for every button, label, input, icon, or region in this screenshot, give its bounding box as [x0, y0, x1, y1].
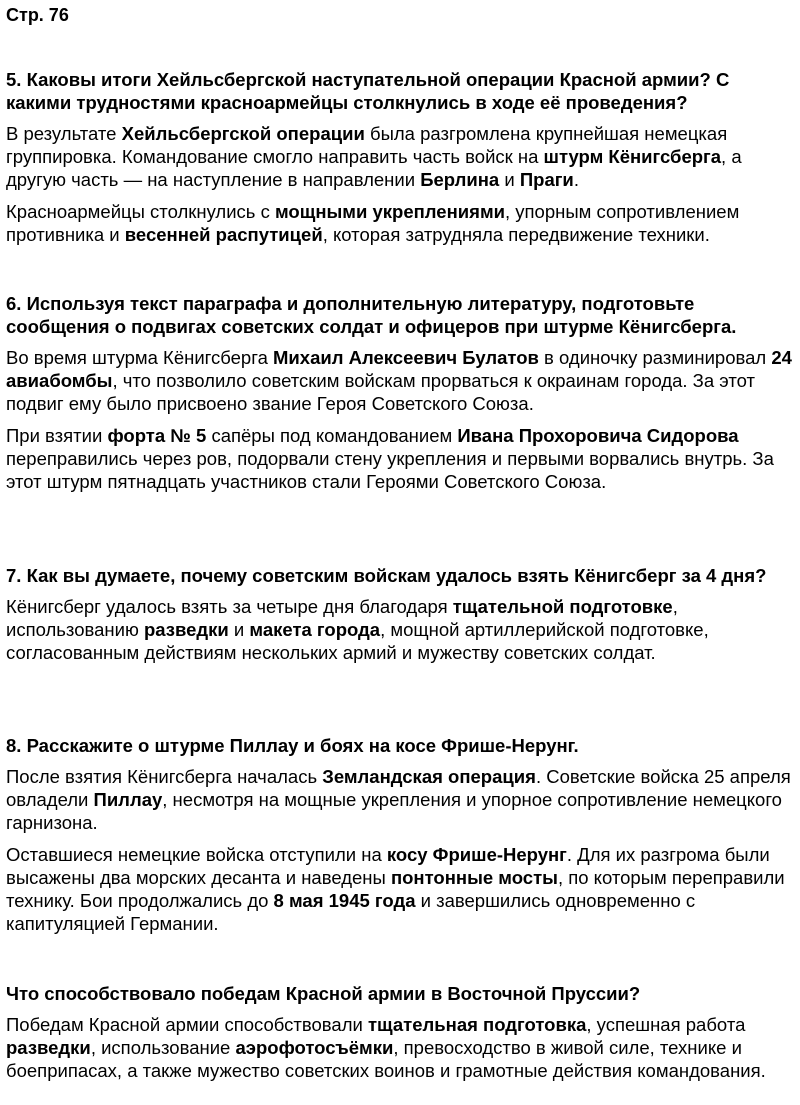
answer-paragraph: В результате Хейльсбергской операции была разгромлена крупнейшая немецкая группировка. Командование смогло направить часть войск на штурм Кёнигсберга, а другую часть — на наступление в направлении Берлина и Праги.	[6, 123, 742, 191]
emphasis-text: Михаил Алексеевич Булатов	[273, 347, 539, 368]
emphasis-text: тщательной подготовке	[452, 596, 673, 617]
emphasis-text: 8 мая 1945 года	[273, 890, 416, 912]
emphasis-text: тщательная подготовка	[368, 1014, 587, 1035]
emphasis-text: понтонные мосты	[390, 866, 558, 888]
page-number: Стр. 76	[6, 5, 69, 25]
question-block-final	[6, 982, 796, 1083]
emphasis-text: штурм Кёнигсберга	[543, 146, 722, 168]
emphasis-text: Хейльсбергской операции	[121, 123, 365, 144]
emphasis-text: косу Фрише-Нерунг	[386, 843, 567, 865]
question-block-8	[6, 734, 796, 935]
answer-paragraph: При взятии форта № 5 сапёры под командованием Ивана Прохоровича Сидорова переправились через ров, подорвали стену укрепления и первыми ворвались внутрь. За этот штурм пятнадцать участников стали Героями Советского Союза.	[6, 424, 774, 493]
question-block-7	[6, 564, 796, 665]
emphasis-text: макета города	[249, 619, 381, 641]
question-block-6	[6, 292, 796, 493]
emphasis-text: Берлина	[420, 169, 500, 191]
emphasis-text: форта № 5	[107, 424, 207, 446]
emphasis-text: разведки	[6, 1037, 91, 1059]
answer-paragraph: Оставшиеся немецкие войска отступили на косу Фрише-Нерунг. Для их разгрома были высажены два морских десанта и наведены понтонные мосты, по которым переправили технику. Бои продолжались до 8 мая 1945 года и завершились одновременно с капитуляцией Германии.	[6, 843, 785, 935]
question-block-5	[6, 68, 796, 246]
emphasis-text: разведки	[143, 619, 229, 641]
emphasis-text: 24 авиабомбы	[6, 347, 792, 392]
emphasis-text: аэрофотосъёмки	[235, 1037, 394, 1059]
question-heading: 6. Используя текст параграфа и дополнительную литературу, подготовьте сообщения о подвигах советских солдат и офицеров при штурме Кёнигсберга.	[6, 293, 737, 337]
emphasis-text: Земландская операция	[322, 766, 536, 787]
emphasis-text: мощными укреплениями	[274, 200, 505, 222]
emphasis-text: Ивана Прохоровича Сидорова	[457, 424, 739, 446]
question-heading: 5. Каковы итоги Хейльсбергской наступательной операции Красной армии? С какими трудностями красноармейцы столкнулись в ходе её проведения?	[6, 69, 730, 113]
answer-paragraph: Красноармейцы столкнулись с мощными укреплениями, упорным сопротивлением противника и весенней распутицей, которая затрудняла передвижение техники.	[6, 200, 740, 245]
question-heading: Что способствовало победам Красной армии в Восточной Пруссии?	[6, 983, 641, 1004]
answer-paragraph: Кёнигсберг удалось взять за четыре дня благодаря тщательной подготовке, использованию разведки и макета города, мощной артиллерийской подготовке, согласованным действиям нескольких армий и мужеству советских солдат.	[6, 596, 709, 664]
emphasis-text: Праги	[519, 169, 574, 191]
emphasis-text: Пиллау	[93, 789, 163, 811]
question-heading: 8. Расскажите о штурме Пиллау и боях на косе Фрише-Нерунг.	[6, 735, 579, 756]
emphasis-text: весенней распутицей	[124, 223, 323, 245]
answer-paragraph: Во время штурма Кёнигсберга Михаил Алексеевич Булатов в одиночку разминировал 24 авиабомбы, что позволило советским войскам прорваться к окраинам города. За этот подвиг ему было присвоено звание Героя Советского Союза.	[6, 347, 792, 415]
answer-paragraph: После взятия Кёнигсберга началась Земландская операция. Советские войска 25 апреля овладели Пиллау, несмотря на мощные укрепления и упорное сопротивление немецкого гарнизона.	[6, 766, 791, 834]
answer-paragraph: Победам Красной армии способствовали тщательная подготовка, успешная работа разведки, использование аэрофотосъёмки, превосходство в живой силе, технике и боеприпасах, а также мужество советских воинов и грамотные действия командования.	[6, 1014, 766, 1082]
question-heading: 7. Как вы думаете, почему советским войскам удалось взять Кёнигсберг за 4 дня?	[6, 565, 767, 586]
